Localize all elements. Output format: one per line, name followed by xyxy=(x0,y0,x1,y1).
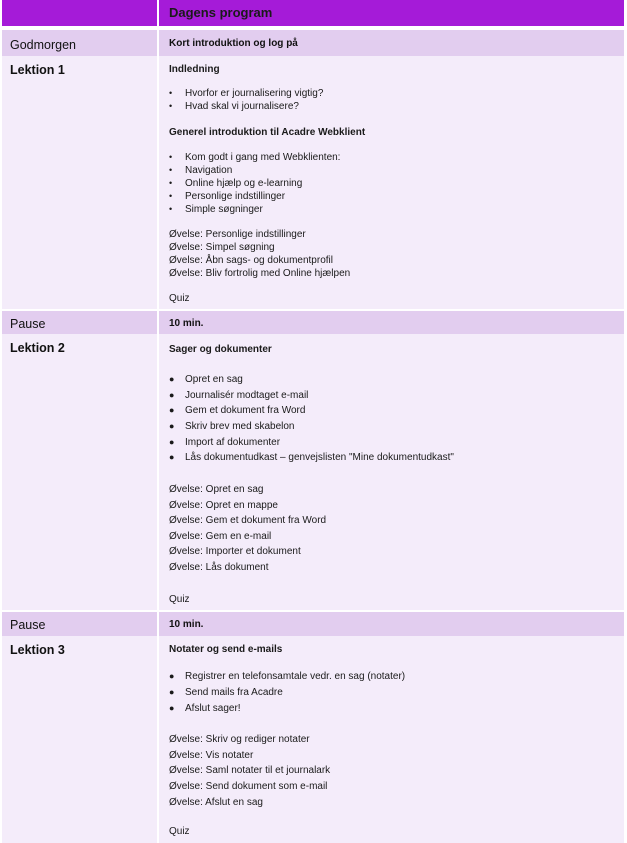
lesson3-row xyxy=(2,636,624,843)
exercise-line: Øvelse: Saml notater til et journalark xyxy=(169,765,331,776)
schedule-title: Dagens program xyxy=(169,5,273,20)
lesson2-heading: Sager og dokumenter xyxy=(169,344,272,355)
list-item: ● Send mails fra Acadre xyxy=(169,687,283,698)
list-item: • Kom godt i gang med Webklienten: xyxy=(169,152,341,163)
header-cell-right xyxy=(159,0,624,26)
godmorgen-label: Godmorgen xyxy=(10,38,77,52)
exercise-line: Øvelse: Gem en e-mail xyxy=(169,531,272,542)
pause2-duration: 10 min. xyxy=(169,619,204,630)
pause1-row xyxy=(2,311,624,334)
pause2-label: Pause xyxy=(10,618,46,632)
list-item: • Hvad skal vi journalisere? xyxy=(169,101,299,112)
exercise-line: Øvelse: Simpel søgning xyxy=(169,242,275,253)
lesson2-label: Lektion 2 xyxy=(10,341,65,355)
exercise-line: Øvelse: Åbn sags- og dokumentprofil xyxy=(169,255,333,266)
exercise-line: Øvelse: Afslut en sag xyxy=(169,797,263,808)
list-item: ● Skriv brev med skabelon xyxy=(169,421,295,432)
exercise-line: Øvelse: Send dokument som e-mail xyxy=(169,781,328,792)
lesson1-heading-intro: Indledning xyxy=(169,64,220,75)
list-item: • Online hjælp og e-learning xyxy=(169,178,303,189)
lesson3-label: Lektion 3 xyxy=(10,643,65,657)
quiz-label: Quiz xyxy=(169,594,190,605)
lesson1-row xyxy=(2,56,624,309)
exercise-line: Øvelse: Opret en mappe xyxy=(169,500,278,511)
quiz-label: Quiz xyxy=(169,826,190,837)
pause1-label: Pause xyxy=(10,317,46,331)
list-item: • Navigation xyxy=(169,165,233,176)
list-item: ● Registrer en telefonsamtale vedr. en sag (notater) xyxy=(169,671,406,682)
list-item: ● Opret en sag xyxy=(169,374,243,385)
lesson3-heading: Notater og send e-mails xyxy=(169,644,283,655)
list-item: ● Journalisér modtaget e-mail xyxy=(169,390,309,401)
lesson1-label: Lektion 1 xyxy=(10,63,65,77)
pause2-row xyxy=(2,612,624,636)
list-item: ● Import af dokumenter xyxy=(169,437,281,448)
list-item: • Simple søgninger xyxy=(169,204,263,215)
exercise-line: Øvelse: Gem et dokument fra Word xyxy=(169,515,327,526)
exercise-line: Øvelse: Vis notater xyxy=(169,750,254,761)
exercise-line: Øvelse: Skriv og rediger notater xyxy=(169,734,310,745)
lesson1-heading-webclient: Generel introduktion til Acadre Webklient xyxy=(169,127,366,138)
list-item: • Personlige indstillinger xyxy=(169,191,286,202)
list-item: • Hvorfor er journalisering vigtig? xyxy=(169,88,324,99)
exercise-line: Øvelse: Lås dokument xyxy=(169,562,269,573)
godmorgen-row xyxy=(2,30,624,56)
exercise-line: Øvelse: Importer et dokument xyxy=(169,546,301,557)
list-item: ● Lås dokumentudkast – genvejslisten "Mine dokumentudkast" xyxy=(169,452,454,463)
quiz-label: Quiz xyxy=(169,293,190,304)
pause1-duration: 10 min. xyxy=(169,318,204,329)
godmorgen-text: Kort introduktion og log på xyxy=(169,38,298,49)
exercise-line: Øvelse: Personlige indstillinger xyxy=(169,229,306,240)
schedule-header-row xyxy=(2,0,624,26)
list-item: ● Afslut sager! xyxy=(169,703,241,714)
exercise-line: Øvelse: Bliv fortrolig med Online hjælpen xyxy=(169,268,351,279)
lesson2-row xyxy=(2,334,624,610)
header-cell-left xyxy=(2,0,157,26)
exercise-line: Øvelse: Opret en sag xyxy=(169,484,264,495)
list-item: ● Gem et dokument fra Word xyxy=(169,405,306,416)
